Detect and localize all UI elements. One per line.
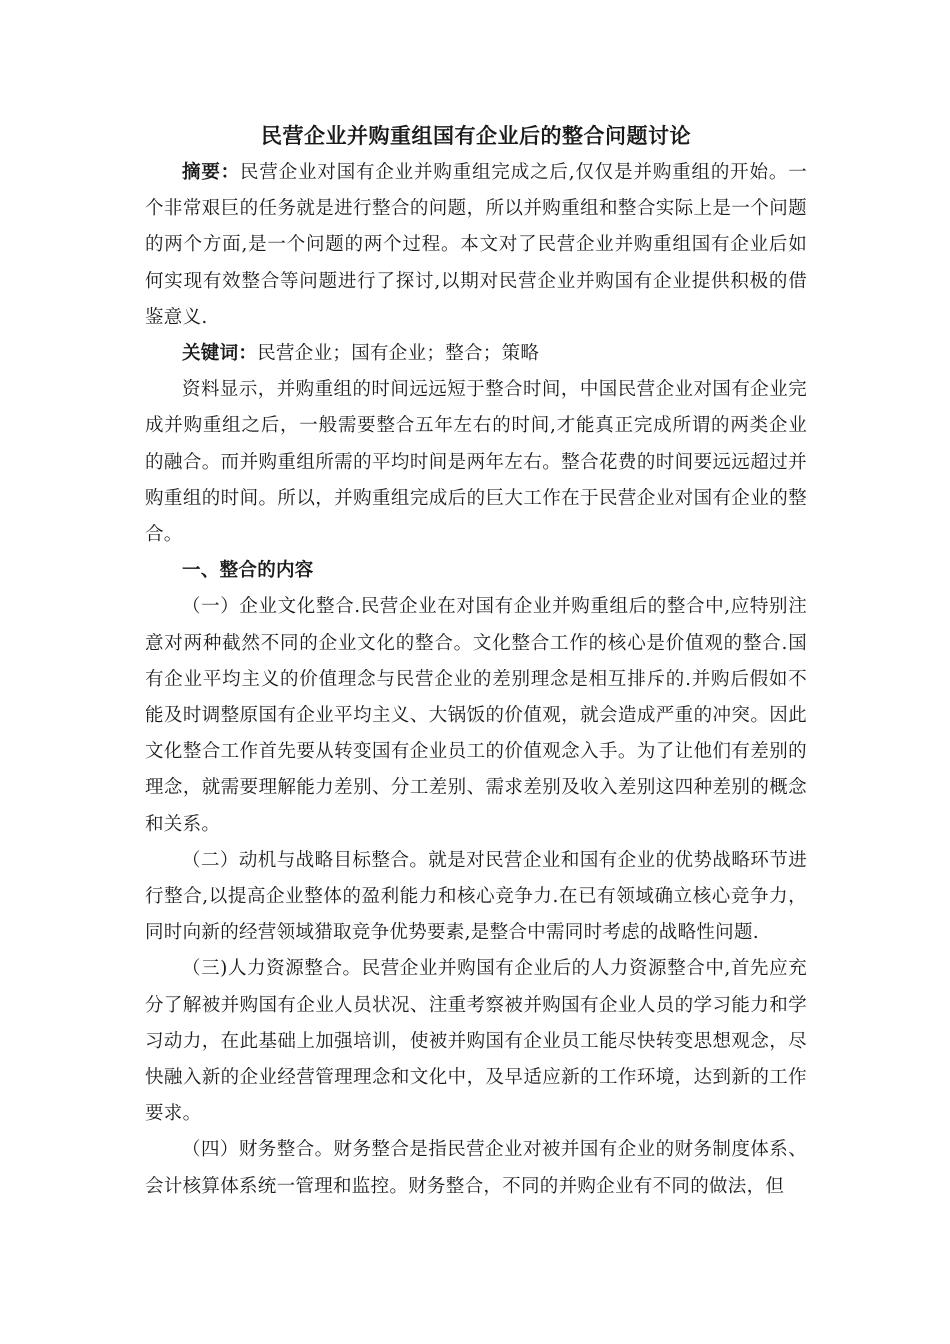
abstract-text: 民营企业对国有企业并购重组完成之后,仅仅是并购重组的开始。一个非常艰巨的任务就是进行整合的问题，所以并购重组和整合实际上是一个问题的两个方面,是一个问题的两个过程。本文对了民营企业并购重组国有企业后如何实现有效整合等问题进行了探讨,以期对民营企业并购国有企业提供积极的借鉴意义. (145, 162, 807, 328)
body-paragraph-strategy: （二）动机与战略目标整合。就是对民营企业和国有企业的优势战略环节进行整合,以提高企业整体的盈利能力和核心竞争力.在已有领域确立核心竞争力，同时向新的经营领域猎取竞争优势要素,是整合中需同时考虑的战略性问题. (145, 849, 807, 944)
keywords-label: 关键词： (182, 343, 258, 365)
keywords-paragraph (145, 336, 807, 372)
body-paragraph-hr: （三)人力资源整合。民营企业并购国有企业后的人力资源整合中,首先应充分了解被并购国有企业人员状况、注重考察被并购国有企业人员的学习能力和学习动力，在此基础上加强培训，使被并购国有企业员工能尽快转变思想观念，尽快融入新的企业经营管理理念和文化中，及早适应新的工作环境，达到新的工作要求。 (145, 958, 807, 1125)
document-title: 民营企业并购重组国有企业后的整合问题讨论 (261, 124, 691, 148)
section-heading: 一、整合的内容 (182, 560, 314, 582)
body-paragraph-finance: （四）财务整合。财务整合是指民营企业对被并国有企业的财务制度体系、会计核算体系统一管理和监控。财务整合，不同的并购企业有不同的做法，但 (145, 1139, 807, 1197)
body-paragraph-culture: （一）企业文化整合.民营企业在对国有企业并购重组后的整合中,应特别注意对两种截然不同的企业文化的整合。文化整合工作的核心是价值观的整合.国有企业平均主义的价值理念与民营企业的差别理念是相互排斥的.并购后假如不能及时调整原国有企业平均主义、大锅饭的价值观，就会造成严重的冲突。因此文化整合工作首先要从转变国有企业员工的价值观念入手。为了让他们有差别的理念，就需要理解能力差别、分工差别、需求差别及收入差别这四种差别的概念和关系。 (145, 596, 807, 835)
document-body (145, 118, 807, 1205)
abstract-label: 摘要： (182, 162, 241, 183)
abstract-paragraph (145, 155, 807, 336)
intro-paragraph: 资料显示，并购重组的时间远远短于整合时间，中国民营企业对国有企业完成并购重组之后，一般需要整合五年左右的时间,才能真正完成所谓的两类企业的融合。而并购重组所需的平均时间是两年左右。整合花费的时间要远远超过并购重组的时间。所以，并购重组完成后的巨大工作在于民营企业对国有企业的整合。 (145, 379, 807, 546)
keywords-text: 民营企业；国有企业；整合；策略 (257, 343, 540, 365)
